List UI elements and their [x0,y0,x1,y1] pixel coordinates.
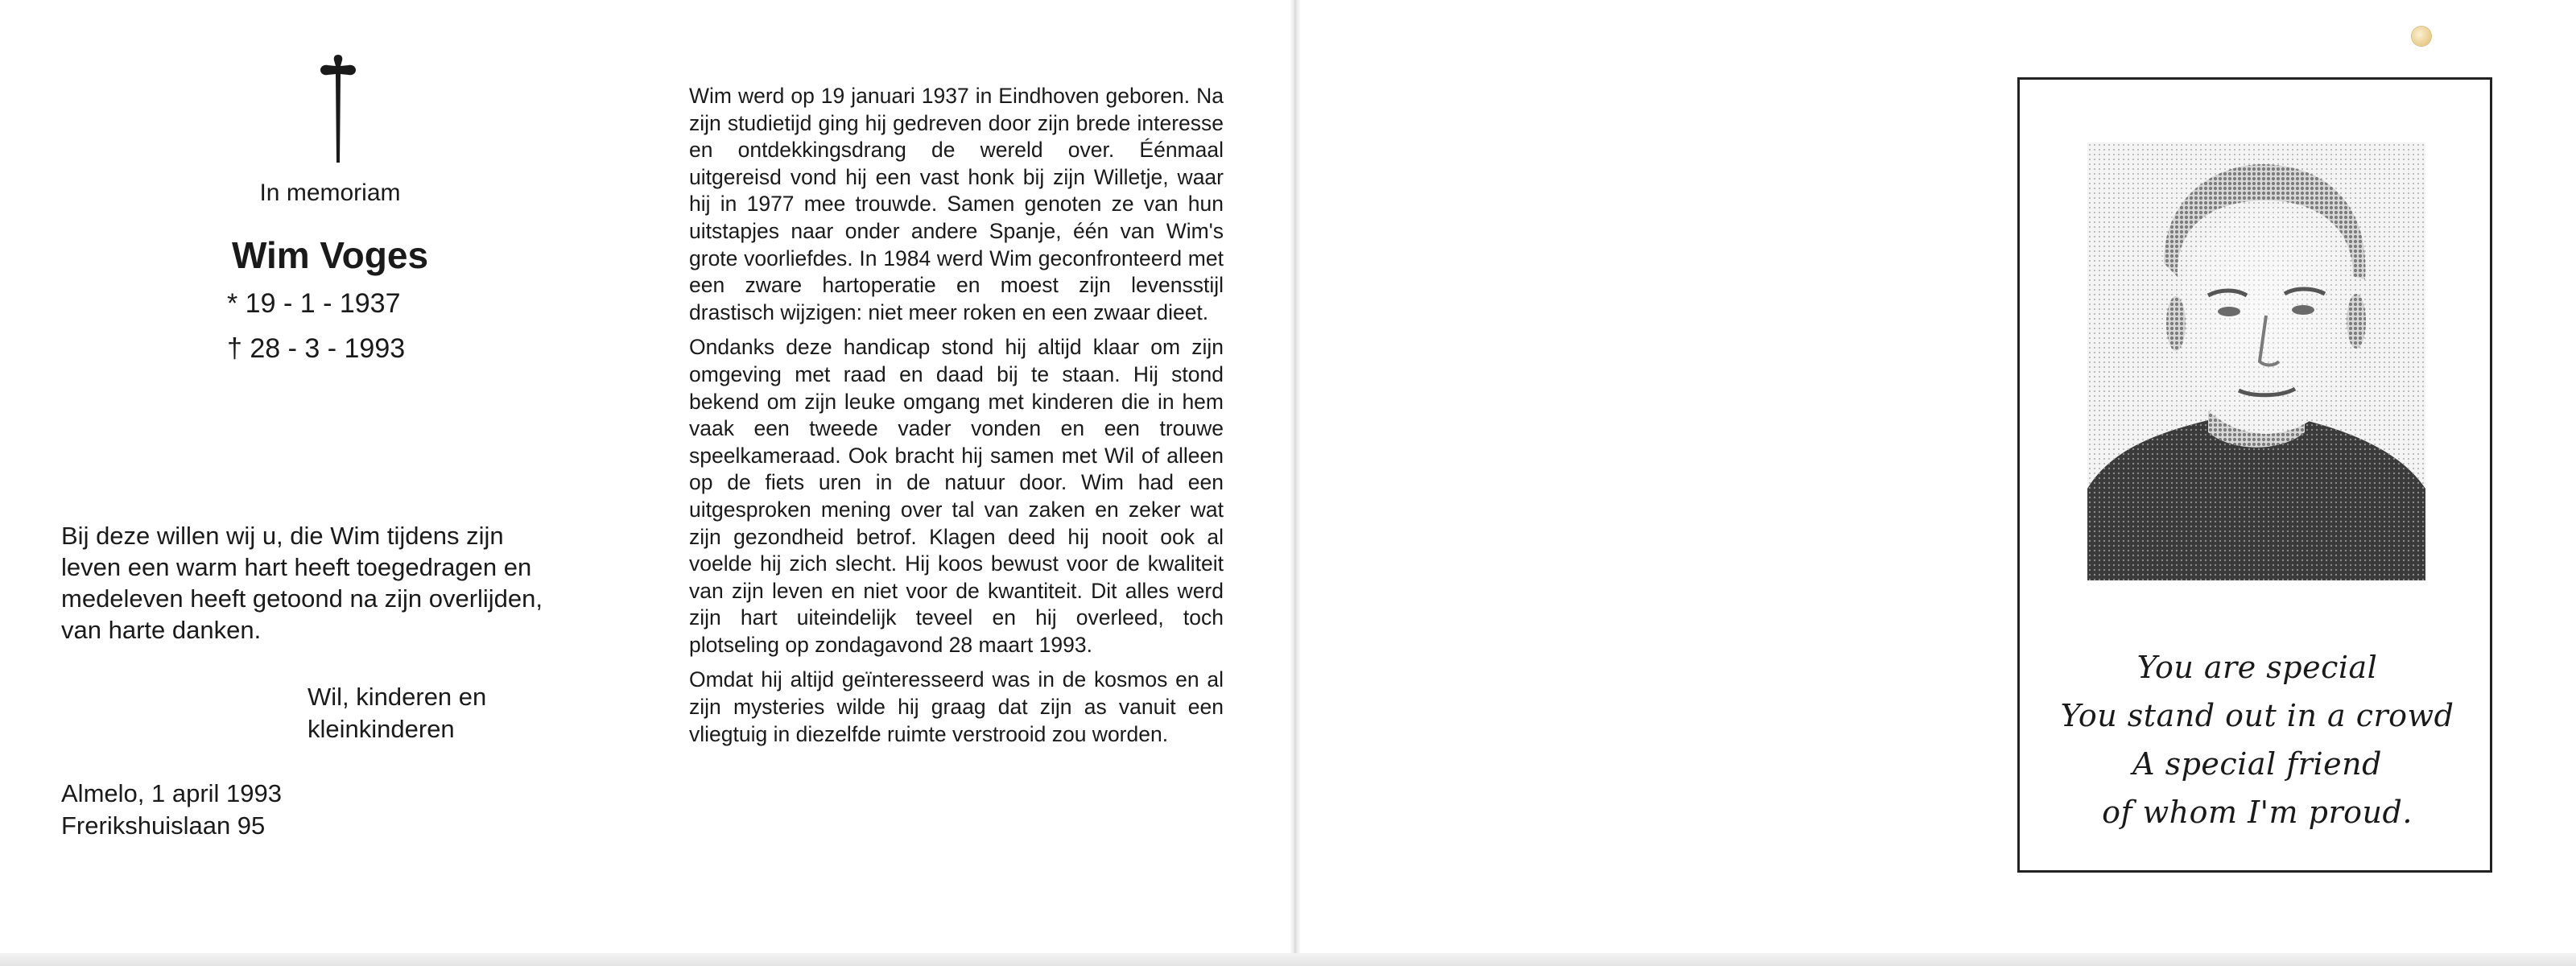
thank-you-line: van harte danken. [61,616,262,644]
family-signoff [308,681,565,745]
in-memoriam-heading: In memoriam [259,180,401,206]
biography-paragraph: Omdat hij altijd geïnteresseerd was in de kosmos en al zijn mysteries wilde hij graag dat zijn as vanuit een vliegtuig in diezelfde ruimte verstrooid zou worden. [689,667,1224,746]
biography [689,83,1224,756]
biography-paragraph: Wim werd op 19 januari 1937 in Eindhoven geboren. Na zijn studietijd ging hij gedreven door zijn brede interesse en ontdekkingsdrang de wereld over. Éénmaal uitgereisd vond hij een vast honk bij zijn Willetje, waar hij in 1977 mee trouwde. Samen genoten ze van hun uitstapjes naar onder andere Spanje, één van Wim's grote voorliefdes. In 1984 werd Wim geconfronteerd met een zware hartoperatie en moest zijn levensstijl drastisch wijzigen: niet meer roken en een zwaar dieet. [689,84,1224,324]
portrait-photo [2087,142,2425,580]
cross-icon [310,48,366,169]
biography-paragraph: Ondanks deze handicap stond hij altijd klaar om zijn omgeving met raad en daad bij te staan. Hij stond bekend om zijn leuke omgang met kinderen die in hem vaak een tweede vader vonden en een trouwe speelkameraad. Ook bracht hij samen met Wil of alleen op de fiets uren in de natuur door. Wim had een uitgesproken mening over tal van zaken en zeker wat zijn gezondheid betrof. Klagen deed hij nooit ook al voelde hij zich slecht. Hij koos bewust voor de kwaliteit van zijn leven en niet voor de kwantiteit. Dit alles werd zijn hart uiteindelijk teveel en hij overleed, toch plotseling op zondagavond 28 maart 1993. [689,335,1224,657]
thank-you-line: Bij deze willen wij u, die Wim tijdens zijn [61,522,504,550]
card-bottom-edge [0,953,2576,966]
signoff-line: Wil, kinderen en [308,683,487,711]
death-date: † 28 - 3 - 1993 [227,333,406,364]
card-fold [1290,0,1301,966]
signoff-line: kleinkinderen [308,715,455,743]
pin-mark [2412,27,2431,46]
poem-line: You stand out in a crowd [2060,698,2454,733]
poem-line: of whom I'm proud. [2102,795,2413,830]
photo-frame [2017,77,2492,873]
street-address: Frerikshuislaan 95 [61,811,266,840]
poem-line: A special friend [2132,746,2382,782]
birth-date: * 19 - 1 - 1937 [227,288,401,319]
thank-you-text [61,520,609,646]
poem-line: You are special [2136,650,2378,685]
thank-you-line: leven een warm hart heeft toegedragen en [61,553,532,581]
deceased-name: Wim Voges [231,234,429,276]
place-date-address [61,778,464,842]
poem [2020,643,2495,836]
thank-you-line: medeleven heeft getoond na zijn overlijden, [61,584,543,613]
place-and-date: Almelo, 1 april 1993 [61,779,282,807]
